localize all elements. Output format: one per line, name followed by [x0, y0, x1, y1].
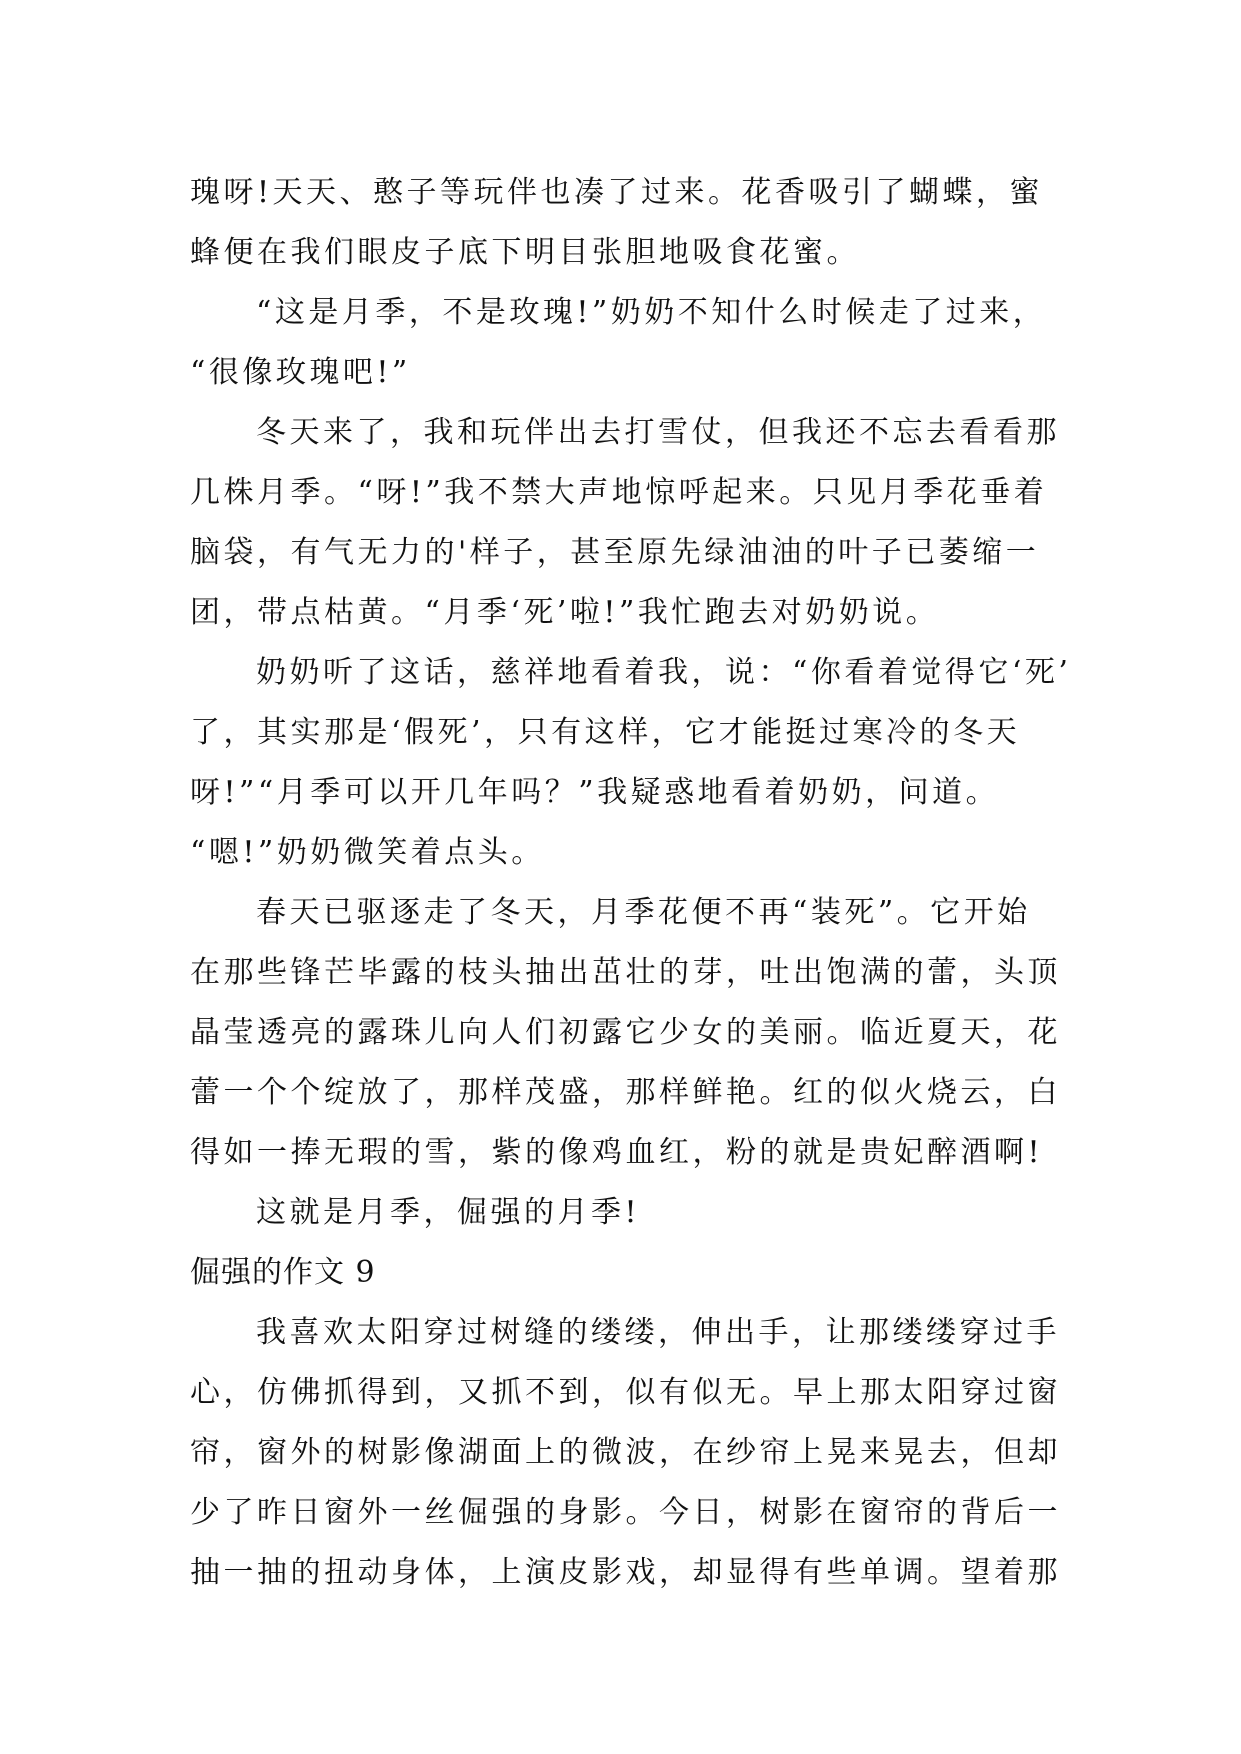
- document-body: [190, 163, 1090, 1603]
- section-heading: 倔强的作文 9: [190, 1255, 376, 1290]
- text-line: 呀!”“月季可以开几年吗？”我疑惑地看着奶奶，问道。: [190, 775, 1000, 810]
- paragraph-first-line: 我喜欢太阳穿过树缝的缕缕，伸出手，让那缕缕穿过手: [256, 1315, 1060, 1350]
- text-line: 脑袋，有气无力的'样子，甚至原先绿油油的叶子已萎缩一: [190, 535, 1040, 570]
- paragraph-first-line: 这就是月季，倔强的月季!: [256, 1195, 641, 1230]
- paragraph-first-line: 冬天来了，我和玩伴出去打雪仗，但我还不忘去看看那: [256, 415, 1060, 450]
- text-line: 蜂便在我们眼皮子底下明目张胆地吸食花蜜。: [190, 235, 860, 270]
- text-line: 了，其实那是‘假死’，只有这样，它才能挺过寒冷的冬天: [190, 715, 1021, 750]
- text-line: 得如一捧无瑕的雪，紫的像鸡血红，粉的就是贵妃醉酒啊!: [190, 1135, 1044, 1170]
- text-line: 瑰呀!天天、憨子等玩伴也凑了过来。花香吸引了蝴蝶，蜜: [190, 175, 1044, 210]
- text-line: 帘，窗外的树影像湖面上的微波，在纱帘上晃来晃去，但却: [190, 1435, 1061, 1470]
- paragraph-first-line: 春天已驱逐走了冬天，月季花便不再“装死”。它开始: [256, 895, 1031, 930]
- text-line: 晶莹透亮的露珠儿向人们初露它少女的美丽。临近夏天，花: [190, 1015, 1061, 1050]
- text-line: 团，带点枯黄。“月季‘死’啦!”我忙跑去对奶奶说。: [190, 595, 940, 630]
- text-line: 心，仿佛抓得到，又抓不到，似有似无。早上那太阳穿过窗: [190, 1375, 1061, 1410]
- paragraph-first-line: 奶奶听了这话，慈祥地看着我，说：“你看着觉得它‘死’: [256, 655, 1072, 690]
- text-line: 抽一抽的扭动身体，上演皮影戏，却显得有些单调。望着那: [190, 1555, 1061, 1590]
- text-line: 在那些锋芒毕露的枝头抽出茁壮的芽，吐出饱满的蕾，头顶: [190, 955, 1061, 990]
- text-line: “很像玫瑰吧!”: [190, 355, 411, 390]
- text-line: 少了昨日窗外一丝倔强的身影。今日，树影在窗帘的背后一: [190, 1495, 1061, 1530]
- text-line: 蕾一个个绽放了，那样茂盛，那样鲜艳。红的似火烧云，白: [190, 1075, 1061, 1110]
- text-line: 几株月季。“呀!”我不禁大声地惊呼起来。只见月季花垂着: [190, 475, 1048, 510]
- text-line: “嗯!”奶奶微笑着点头。: [190, 835, 545, 870]
- paragraph-first-line: “这是月季，不是玫瑰!”奶奶不知什么时候走了过来，: [256, 295, 1047, 330]
